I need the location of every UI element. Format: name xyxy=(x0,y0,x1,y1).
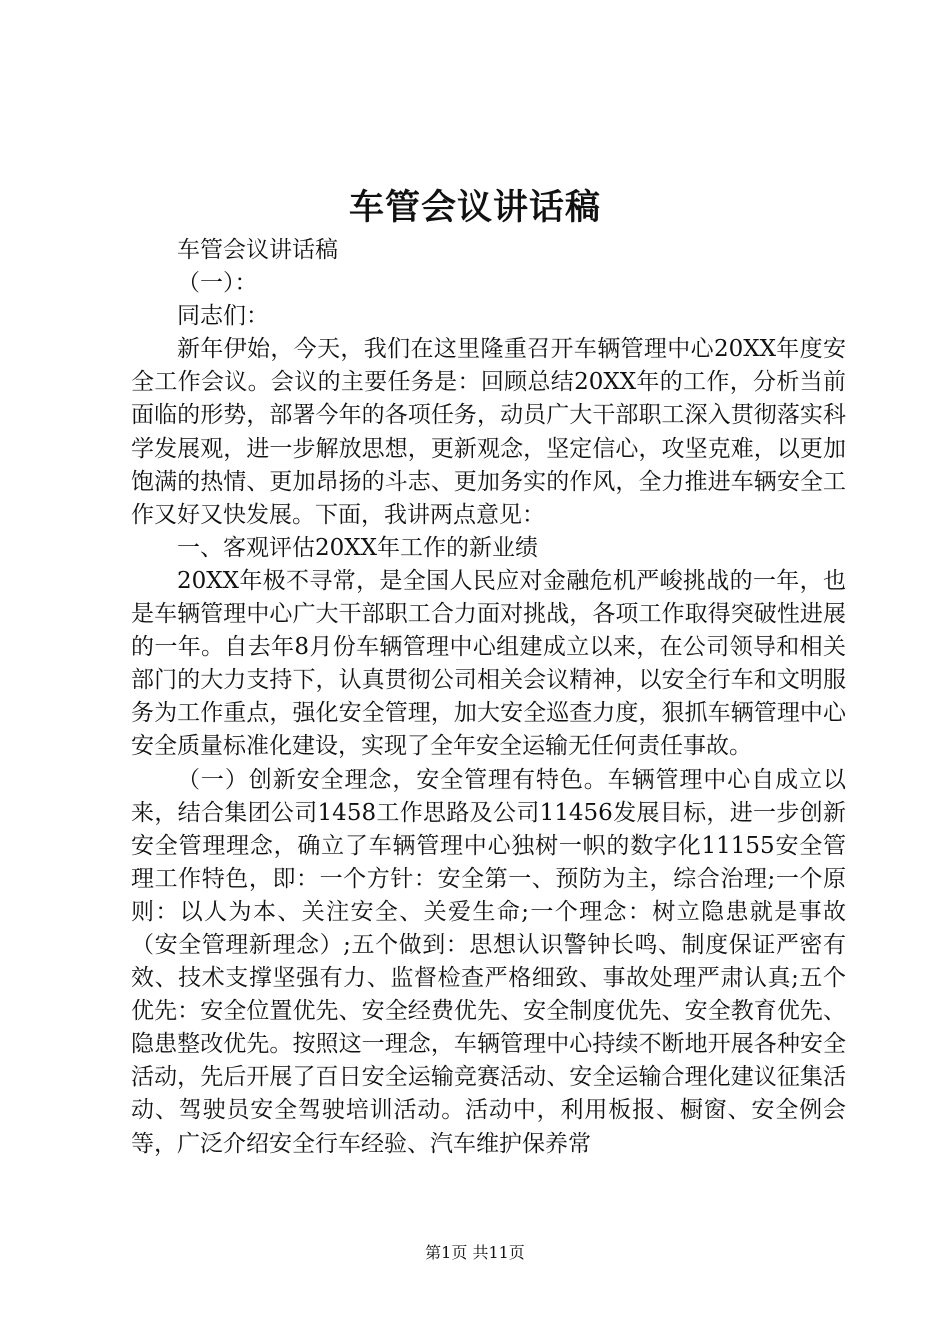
document-body xyxy=(131,234,846,1161)
paragraph-salutation: 同志们： xyxy=(177,303,269,330)
page-footer: 第1页 共11页 xyxy=(425,1243,525,1262)
paragraph-heading-one: 一、客观评估20XX年工作的新业绩 xyxy=(177,534,539,561)
paragraph-subtitle: 车管会议讲话稿 xyxy=(177,237,338,263)
paragraph-review: 20XX年极不寻常，是全国人民应对金融危机严峻挑战的一年，也是车辆管理中心广大干部职工合力面对挑战，各项工作取得突破性进展的一年。自去年8月份车辆管理中心组建成立以来，在公司领导和相关部门的大力支持下，认真贯彻公司相关会议精神，以安全行车和文明服务为工作重点，强化安全管理，加大安全巡查力度，狠抓车辆管理中心安全质量标准化建设，实现了全年安全运输无任何责任事故。 xyxy=(131,567,846,760)
paragraph-safety-concept: （一）创新安全理念，安全管理有特色。车辆管理中心自成立以来，结合集团公司1458工作思路及公司11456发展目标，进一步创新安全管理理念，确立了车辆管理中心独树一帜的数字化11155安全管理工作特色，即：一个方针：安全第一、预防为主，综合治理;一个原则：以人为本、关注安全、关爱生命;一个理念：树立隐患就是事故（安全管理新理念）;五个做到：思想认识警钟长鸣、制度保证严密有效、技术支撑坚强有力、监督检查严格细致、事故处理严肃认真;五个优先：安全位置优先、安全经费优先、安全制度优先、安全教育优先、隐患整改优先。按照这一理念，车辆管理中心持续不断地开展各种安全活动，先后开展了百日安全运输竞赛活动、安全运输合理化建议征集活动、驾驶员安全驾驶培训活动。活动中，利用板报、橱窗、安全例会等，广泛介绍安全行车经验、汽车维护保养常 xyxy=(131,766,846,1157)
paragraph-opening: 新年伊始，今天，我们在这里隆重召开车辆管理中心20XX年度安全工作会议。会议的主要任务是：回顾总结20XX年的工作，分析当前面临的形势，部署今年的各项任务，动员广大干部职工深入贯彻落实科学发展观，进一步解放思想，更新观念，坚定信心，攻坚克难，以更加饱满的热情、更加昂扬的斗志、更加务实的作风，全力推进车辆安全工作又好又快发展。下面，我讲两点意见： xyxy=(131,336,846,528)
paragraph-section-marker: （一）： xyxy=(177,270,258,297)
document-title: 车管会议讲话稿 xyxy=(348,187,601,228)
